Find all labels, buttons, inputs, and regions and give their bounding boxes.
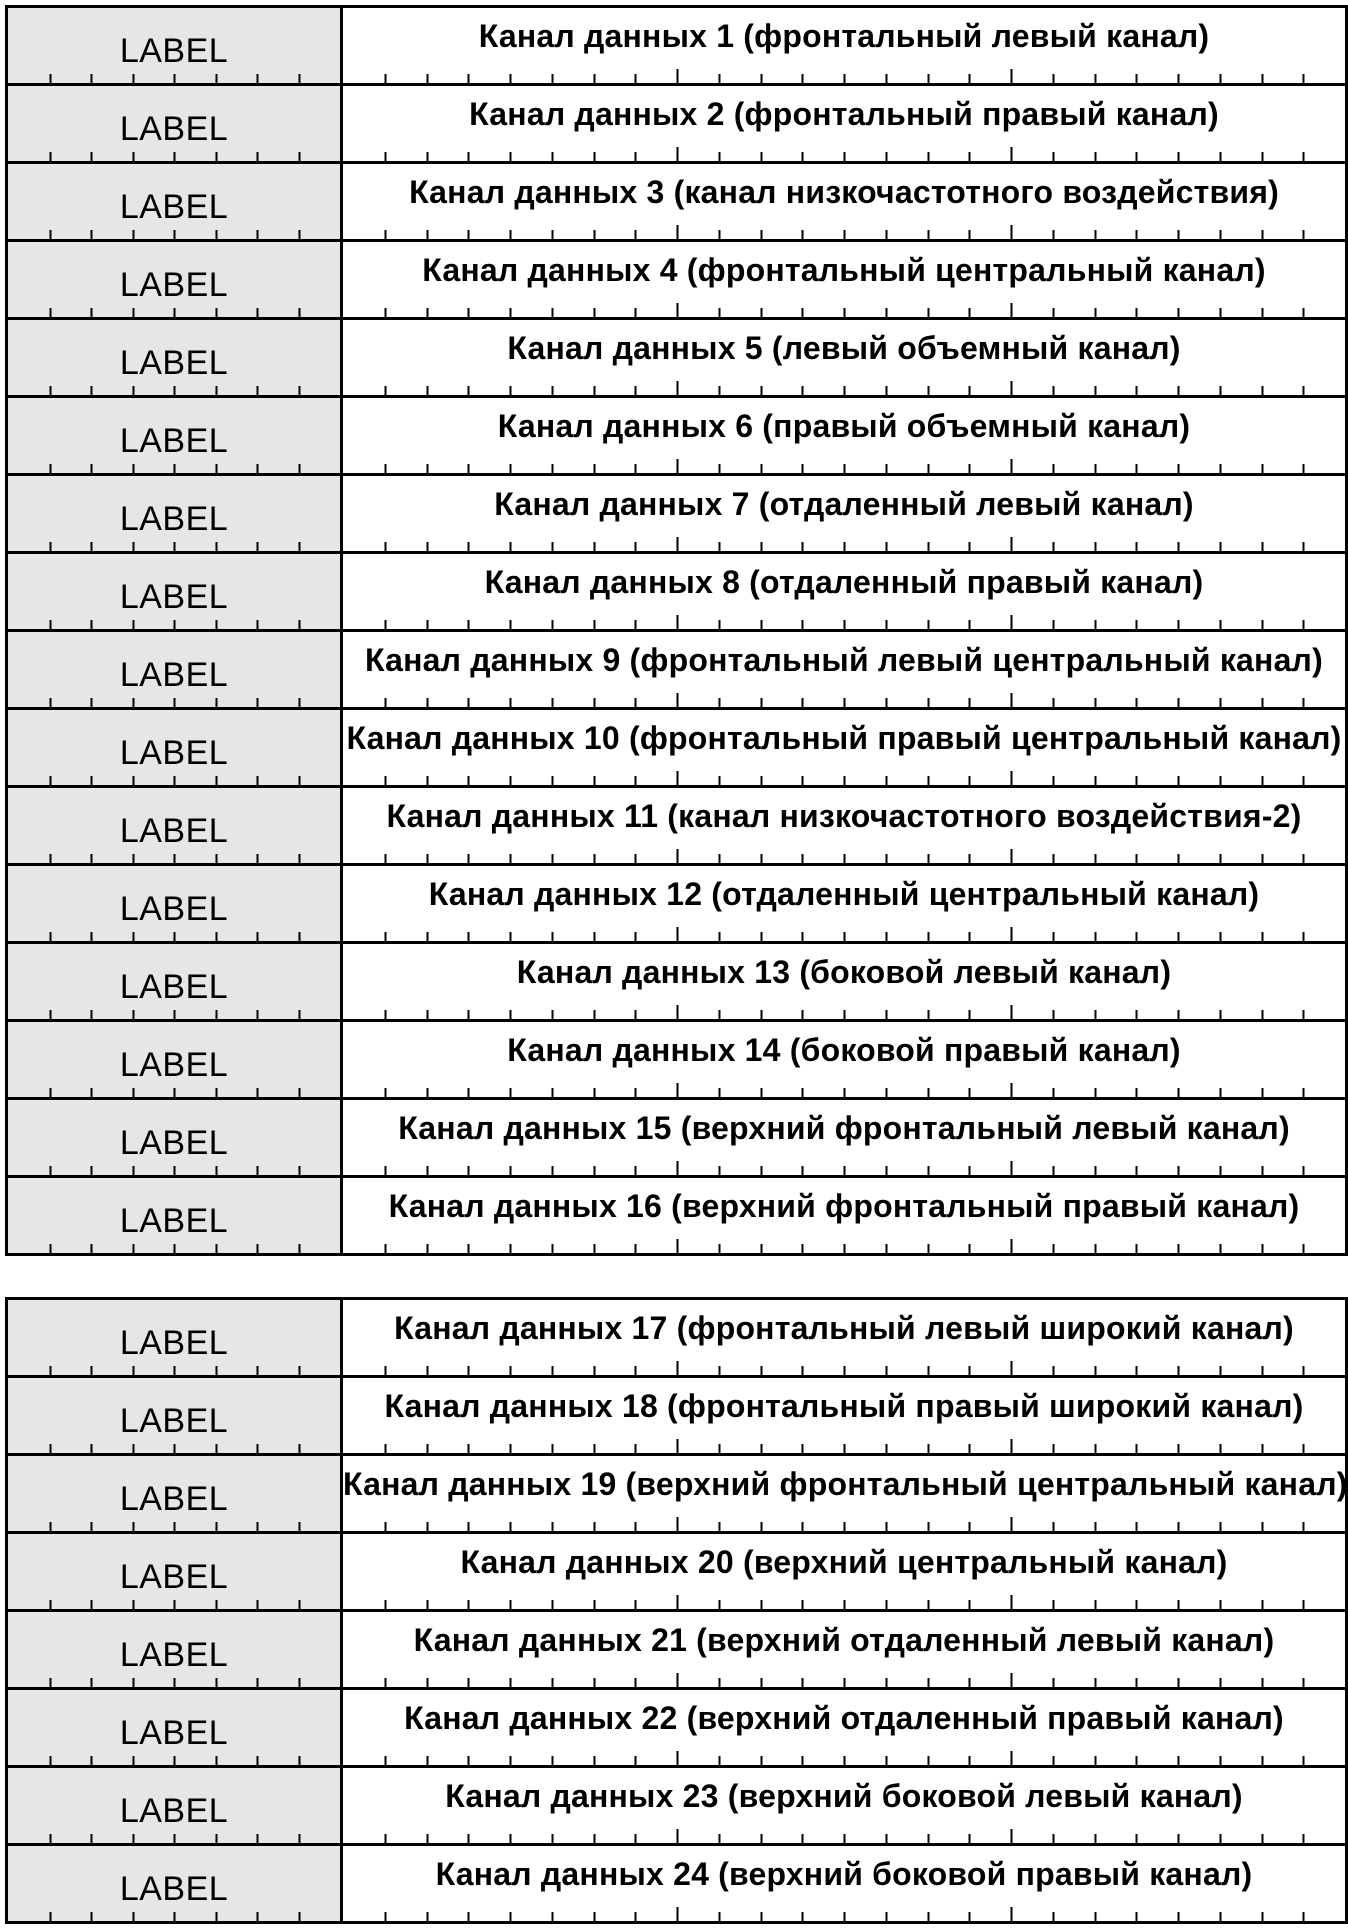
channel-table-group-1 bbox=[5, 5, 1348, 1256]
channel-description-text: Канал данных 20 (верхний центральный канал) bbox=[460, 1544, 1228, 1580]
channel-description-text: Канал данных 10 (фронтальный правый центральный канал) bbox=[346, 720, 1342, 756]
label-cell bbox=[8, 1846, 343, 1921]
label-text: LABEL bbox=[119, 1636, 229, 1674]
label-cell bbox=[8, 86, 343, 161]
channel-description-cell bbox=[343, 164, 1345, 239]
channel-row bbox=[8, 1178, 1345, 1256]
channel-description-text: Канал данных 19 (верхний фронтальный центральный канал) bbox=[343, 1466, 1348, 1502]
channel-row bbox=[8, 1534, 1345, 1612]
channel-row bbox=[8, 86, 1345, 164]
label-text: LABEL bbox=[119, 110, 229, 148]
channel-description-cell bbox=[343, 476, 1345, 551]
label-text: LABEL bbox=[119, 188, 229, 226]
label-cell bbox=[8, 1690, 343, 1765]
channel-row bbox=[8, 1846, 1345, 1924]
channel-description-cell bbox=[343, 1378, 1345, 1453]
label-cell bbox=[8, 554, 343, 629]
label-text: LABEL bbox=[119, 812, 229, 850]
label-text: LABEL bbox=[119, 734, 229, 772]
channel-row bbox=[8, 788, 1345, 866]
label-text: LABEL bbox=[119, 266, 229, 304]
label-text: LABEL bbox=[119, 500, 229, 538]
channel-description-cell bbox=[343, 320, 1345, 395]
channel-description-cell bbox=[343, 1846, 1345, 1921]
label-text: LABEL bbox=[119, 1480, 229, 1518]
channel-description-text: Канал данных 23 (верхний боковой левый канал) bbox=[445, 1778, 1243, 1814]
channel-row bbox=[8, 1690, 1345, 1768]
label-text: LABEL bbox=[119, 890, 229, 928]
label-cell bbox=[8, 398, 343, 473]
label-cell bbox=[8, 1456, 343, 1531]
channel-description-text: Канал данных 8 (отдаленный правый канал) bbox=[484, 564, 1204, 600]
channel-row bbox=[8, 1456, 1348, 1534]
channel-description-cell bbox=[343, 1100, 1345, 1175]
channel-description-text: Канал данных 15 (верхний фронтальный левый канал) bbox=[398, 1110, 1290, 1146]
label-text: LABEL bbox=[119, 1202, 229, 1240]
label-cell bbox=[8, 710, 343, 785]
label-cell bbox=[8, 1022, 343, 1097]
channel-description-cell bbox=[343, 1456, 1348, 1531]
channel-description-cell bbox=[343, 944, 1345, 1019]
channel-description-cell bbox=[343, 1300, 1345, 1375]
label-cell bbox=[8, 1612, 343, 1687]
channel-description-cell bbox=[343, 866, 1345, 941]
channel-description-text: Канал данных 14 (боковой правый канал) bbox=[507, 1032, 1181, 1068]
channel-row bbox=[8, 476, 1345, 554]
label-text: LABEL bbox=[119, 1792, 229, 1830]
label-cell bbox=[8, 788, 343, 863]
channel-description-cell bbox=[343, 1534, 1345, 1609]
label-text: LABEL bbox=[119, 656, 229, 694]
channel-row bbox=[8, 1768, 1345, 1846]
channel-description-text: Канал данных 11 (канал низкочастотного воздействия-2) bbox=[386, 798, 1302, 834]
channel-table-group-2 bbox=[5, 1297, 1348, 1924]
channel-description-text: Канал данных 22 (верхний отдаленный правый канал) bbox=[404, 1700, 1284, 1736]
channel-description-text: Канал данных 2 (фронтальный правый канал) bbox=[469, 96, 1219, 132]
label-text: LABEL bbox=[119, 344, 229, 382]
channel-row bbox=[8, 1378, 1345, 1456]
label-cell bbox=[8, 1100, 343, 1175]
channel-description-cell bbox=[343, 788, 1345, 863]
channel-row bbox=[8, 320, 1345, 398]
channel-row bbox=[8, 866, 1345, 944]
channel-description-text: Канал данных 7 (отдаленный левый канал) bbox=[494, 486, 1194, 522]
label-cell bbox=[8, 1768, 343, 1843]
channel-row bbox=[8, 164, 1345, 242]
channel-description-cell bbox=[343, 242, 1345, 317]
channel-description-text: Канал данных 21 (верхний отдаленный левый канал) bbox=[413, 1622, 1275, 1658]
channel-description-cell bbox=[343, 86, 1345, 161]
channel-row bbox=[8, 944, 1345, 1022]
label-cell bbox=[8, 944, 343, 1019]
channel-row bbox=[8, 710, 1345, 788]
label-cell bbox=[8, 8, 343, 83]
channel-description-cell bbox=[343, 710, 1345, 785]
channel-description-text: Канал данных 3 (канал низкочастотного воздействия) bbox=[409, 174, 1279, 210]
channel-row bbox=[8, 554, 1345, 632]
label-text: LABEL bbox=[119, 968, 229, 1006]
label-cell bbox=[8, 1178, 343, 1253]
label-text: LABEL bbox=[119, 1046, 229, 1084]
label-cell bbox=[8, 1378, 343, 1453]
label-text: LABEL bbox=[119, 1714, 229, 1752]
label-cell bbox=[8, 1300, 343, 1375]
channel-row bbox=[8, 398, 1345, 476]
channel-description-cell bbox=[343, 1022, 1345, 1097]
label-text: LABEL bbox=[119, 1324, 229, 1362]
channel-row bbox=[8, 1022, 1345, 1100]
channel-description-cell bbox=[343, 554, 1345, 629]
channel-row bbox=[8, 242, 1345, 320]
label-cell bbox=[8, 242, 343, 317]
channel-description-cell bbox=[343, 1768, 1345, 1843]
channel-description-text: Канал данных 16 (верхний фронтальный правый канал) bbox=[388, 1188, 1300, 1224]
channel-description-text: Канал данных 1 (фронтальный левый канал) bbox=[478, 18, 1210, 54]
channel-description-cell bbox=[343, 1690, 1345, 1765]
label-text: LABEL bbox=[119, 32, 229, 70]
channel-description-cell bbox=[343, 632, 1345, 707]
channel-row bbox=[8, 1300, 1345, 1378]
channel-description-text: Канал данных 18 (фронтальный правый широкий канал) bbox=[384, 1388, 1304, 1424]
channel-description-text: Канал данных 6 (правый объемный канал) bbox=[497, 408, 1191, 444]
label-cell bbox=[8, 476, 343, 551]
channel-description-text: Канал данных 9 (фронтальный левый центральный канал) bbox=[365, 642, 1323, 678]
channel-description-text: Канал данных 5 (левый объемный канал) bbox=[507, 330, 1181, 366]
label-cell bbox=[8, 320, 343, 395]
channel-description-cell bbox=[343, 8, 1345, 83]
label-cell bbox=[8, 632, 343, 707]
channel-description-text: Канал данных 24 (верхний боковой правый канал) bbox=[435, 1856, 1253, 1892]
label-text: LABEL bbox=[119, 1402, 229, 1440]
label-text: LABEL bbox=[119, 1870, 229, 1908]
channel-description-text: Канал данных 17 (фронтальный левый широкий канал) bbox=[394, 1310, 1294, 1346]
channel-row bbox=[8, 632, 1345, 710]
channel-description-cell bbox=[343, 398, 1345, 473]
channel-row bbox=[8, 1100, 1345, 1178]
channel-description-cell bbox=[343, 1612, 1345, 1687]
label-text: LABEL bbox=[119, 1124, 229, 1162]
label-text: LABEL bbox=[119, 422, 229, 460]
label-cell bbox=[8, 164, 343, 239]
channel-description-text: Канал данных 12 (отдаленный центральный канал) bbox=[428, 876, 1260, 912]
channel-description-cell bbox=[343, 1178, 1345, 1253]
channel-row bbox=[8, 8, 1345, 86]
label-text: LABEL bbox=[119, 578, 229, 616]
channel-description-text: Канал данных 4 (фронтальный центральный канал) bbox=[422, 252, 1266, 288]
channel-description-text: Канал данных 13 (боковой левый канал) bbox=[516, 954, 1172, 990]
label-cell bbox=[8, 866, 343, 941]
channel-row bbox=[8, 1612, 1345, 1690]
label-cell bbox=[8, 1534, 343, 1609]
label-text: LABEL bbox=[119, 1558, 229, 1596]
